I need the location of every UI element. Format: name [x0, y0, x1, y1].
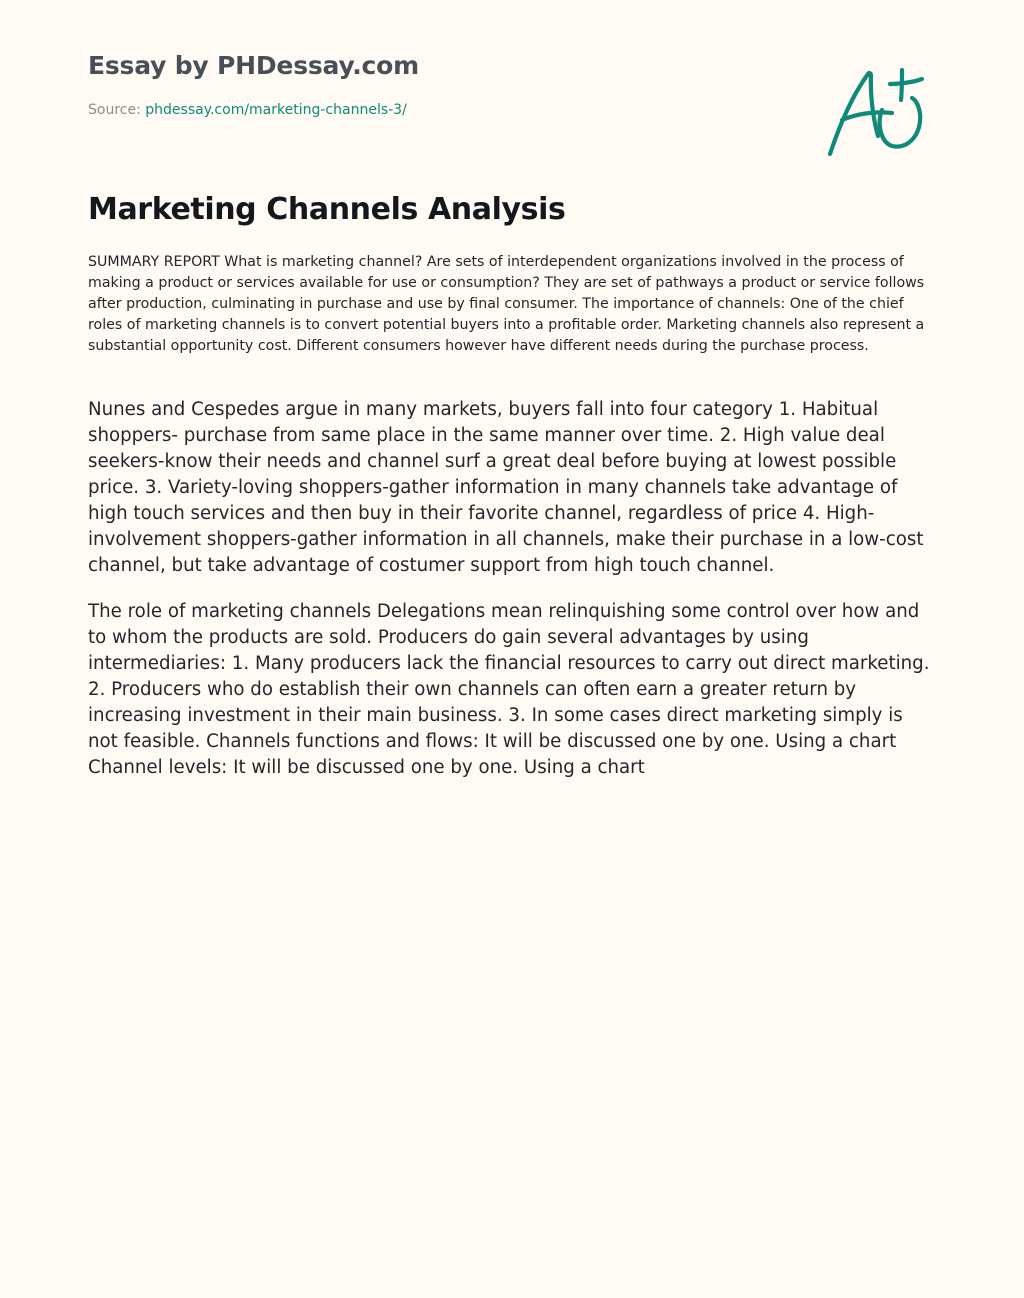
- source-line: [88, 101, 407, 119]
- source-label: Source:: [88, 102, 141, 118]
- source-link[interactable]: phdessay.com/marketing-channels-3/: [145, 102, 407, 118]
- a-plus-logo-icon: [822, 64, 932, 164]
- essay-title: Marketing Channels Analysis: [88, 192, 566, 227]
- body-paragraph-1: Nunes and Cespedes argue in many markets, buyers fall into four category 1. Habitual shoppers- purchase from same place in the same manner over time. 2. High value deal seekers-know their needs and channel surf a great deal before buying at lowest possible price. 3. Variety-loving shoppers-gather information in many channels take advantage of high touch services and then buy in their favorite channel, regardless of price 4. High-involvement shoppers-gather information in all channels, make their purchase in a low-cost channel, but take advantage of costumer support from high touch channel.: [88, 399, 924, 576]
- summary-paragraph: SUMMARY REPORT What is marketing channel? Are sets of interdependent organizations involved in the process of making a product or services available for use or consumption? They are set of pathways a product or service follows after production, culminating in purchase and use by final consumer. The importance of channels: One of the chief roles of marketing channels is to convert potential buyers into a profitable order. Marketing channels also represent a substantial opportunity cost. Different consumers however have different needs during the purchase process.: [88, 254, 925, 354]
- body-paragraph-2: The role of marketing channels Delegations mean relinquishing some control over how and to whom the products are sold. Producers do gain several advantages by using intermediaries: 1. Many producers lack the financial resources to carry out direct marketing. 2. Producers who do establish their own channels can often earn a greater return by increasing investment in their main business. 3. In some cases direct marketing simply is not feasible. Channels functions and flows: It will be discussed one by one. Using a chart Channel levels: It will be discussed one by one. Using a chart: [88, 601, 930, 778]
- site-title: Essay by PHDessay.com: [88, 51, 419, 80]
